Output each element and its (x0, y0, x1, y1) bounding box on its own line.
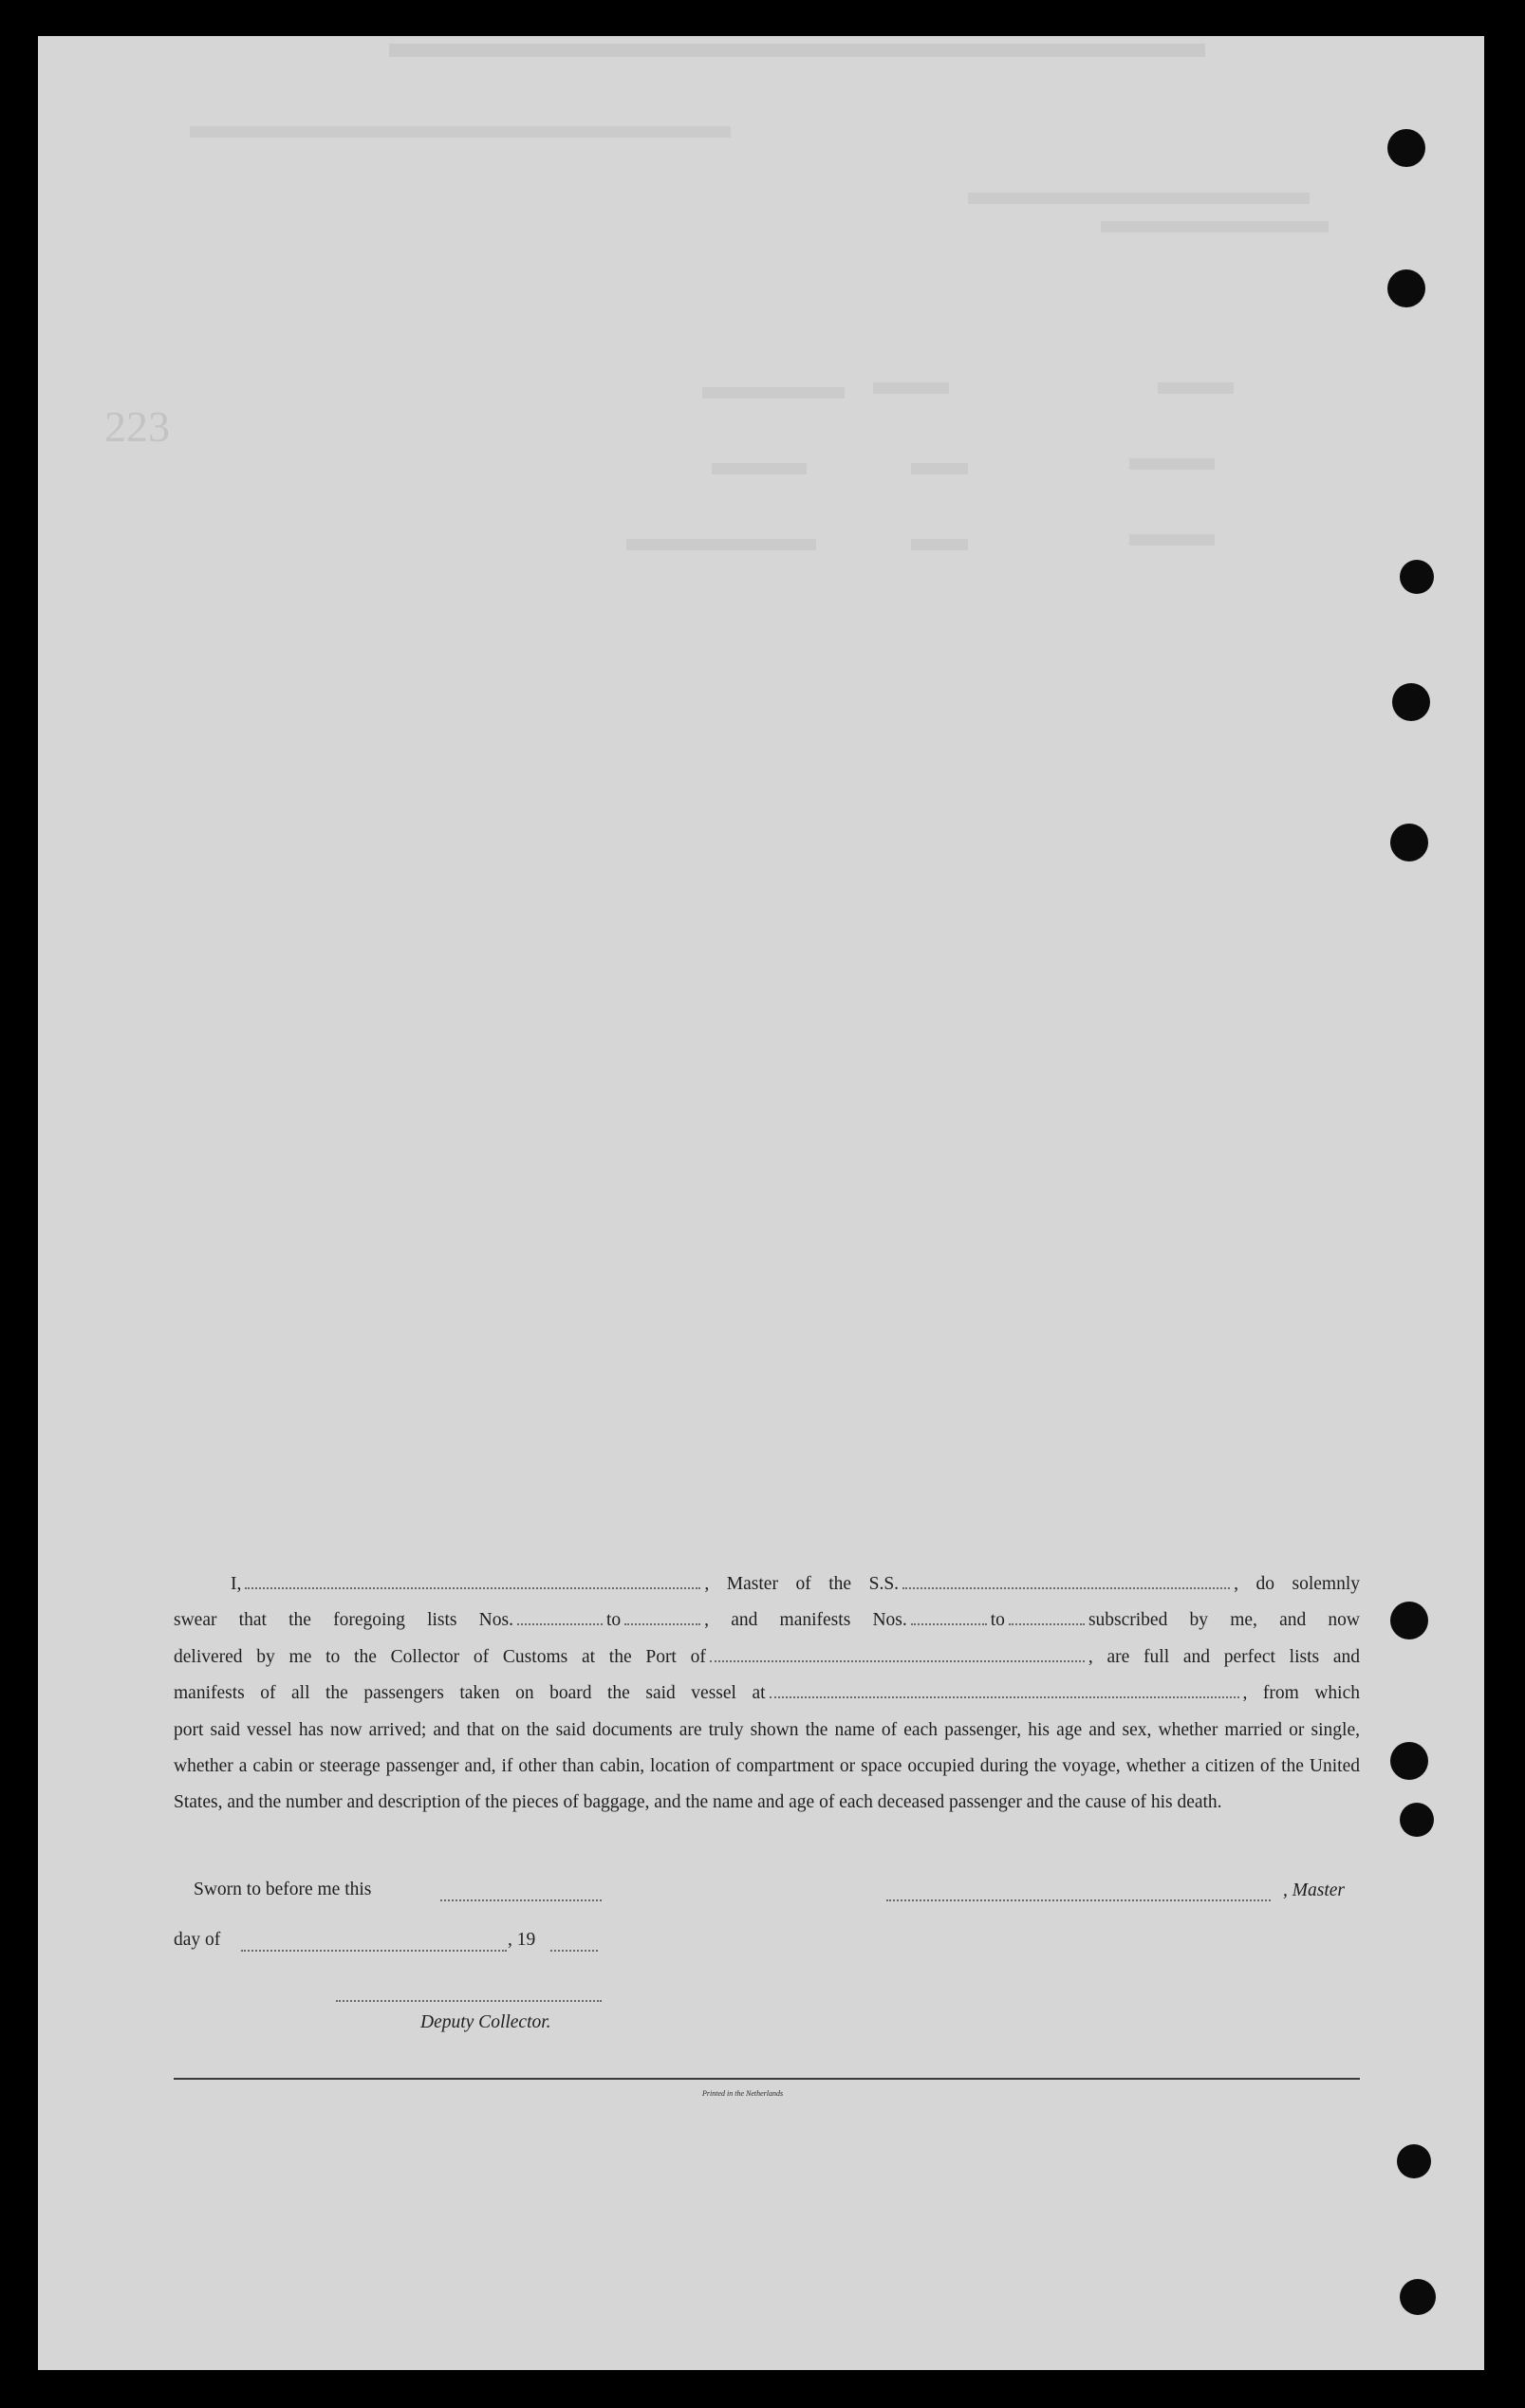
punch-hole (1387, 129, 1425, 167)
bleed-through-line (626, 539, 816, 550)
oath-line-2 (174, 1602, 1360, 1639)
bleed-through-line (1129, 534, 1215, 546)
master-label: , Master (1283, 1880, 1345, 1900)
bleed-through-line (968, 193, 1310, 204)
bleed-through-line (702, 387, 845, 398)
bleed-through-line (873, 382, 949, 394)
manifest-from-blank (911, 1606, 987, 1625)
punch-hole (1397, 2144, 1431, 2178)
footer-rule (174, 2078, 1360, 2080)
oath-line-3 (174, 1639, 1360, 1676)
punch-hole (1390, 1602, 1428, 1639)
bleed-through-line (190, 126, 731, 138)
oath-text: , and manifests Nos. (704, 1610, 907, 1631)
oath-body: port said vessel has now arrived; and that on the said documents are truly shown the name of each passenger, his age and sex, whether married or single, whether a cabin or steerage passenger and, if other than cabin, location of compartment or space occupied during the voyage, whether a citizen of the United States, and the number and description of the pieces of baggage, and the name and age of each deceased passenger and the cause of his death. (174, 1719, 1360, 1813)
bleed-through-line (712, 463, 807, 474)
bleed-through-line (389, 44, 1205, 57)
oath-text: , from which (1242, 1683, 1360, 1704)
oath-text: I, (231, 1574, 242, 1594)
sworn-date-blank (440, 1882, 602, 1901)
oath-text: delivered by me to the Collector of Customs at the Port of (174, 1646, 706, 1667)
punch-hole (1400, 2279, 1436, 2315)
punch-hole (1400, 560, 1434, 594)
deputy-collector-label: Deputy Collector. (420, 2012, 551, 2032)
deputy-signature-blank (336, 1983, 602, 2002)
oath-line-4 (174, 1676, 1360, 1712)
master-name-blank (245, 1570, 700, 1589)
punch-hole (1390, 824, 1428, 861)
punch-hole (1392, 683, 1430, 721)
oath-text: to (605, 1610, 622, 1631)
oath-text: , Master of the S.S. (704, 1574, 900, 1594)
oath-text: subscribed by me, and now (1088, 1610, 1360, 1631)
oath-text: swear that the foregoing lists Nos. (174, 1610, 513, 1631)
bleed-through-line (1158, 382, 1234, 394)
list-from-blank (517, 1606, 603, 1625)
bleed-through-line (911, 463, 968, 474)
oath-text: to (990, 1610, 1005, 1631)
sworn-label: Sworn to before me this (194, 1880, 372, 1899)
port-blank (710, 1643, 1085, 1662)
printer-imprint: Printed in the Netherlands (702, 2089, 784, 2098)
day-of-label: day of (174, 1930, 221, 1950)
embark-port-blank (770, 1679, 1239, 1698)
punch-hole (1400, 1803, 1434, 1837)
manifest-to-blank (1009, 1606, 1085, 1625)
oath-text: , do solemnly (1234, 1574, 1361, 1594)
ship-name-blank (902, 1570, 1230, 1589)
bleed-through-line (911, 539, 968, 550)
list-to-blank (624, 1606, 700, 1625)
oath-paragraph (174, 1566, 1360, 1822)
day-of-blank (241, 1933, 507, 1952)
oath-text: , are full and perfect lists and (1088, 1646, 1360, 1667)
year-blank (550, 1933, 598, 1952)
oath-text: manifests of all the passengers taken on board the said vessel at (174, 1683, 766, 1704)
punch-hole (1387, 269, 1425, 307)
bleed-through-page-number: 223 (104, 402, 170, 451)
bleed-through-line (1129, 458, 1215, 470)
bleed-through-line (1101, 221, 1329, 232)
punch-hole (1390, 1742, 1428, 1780)
manifest-sheet (38, 36, 1484, 2370)
year-label: , 19 (508, 1930, 536, 1950)
master-signature-blank (886, 1882, 1271, 1901)
oath-line-1 (174, 1566, 1360, 1602)
